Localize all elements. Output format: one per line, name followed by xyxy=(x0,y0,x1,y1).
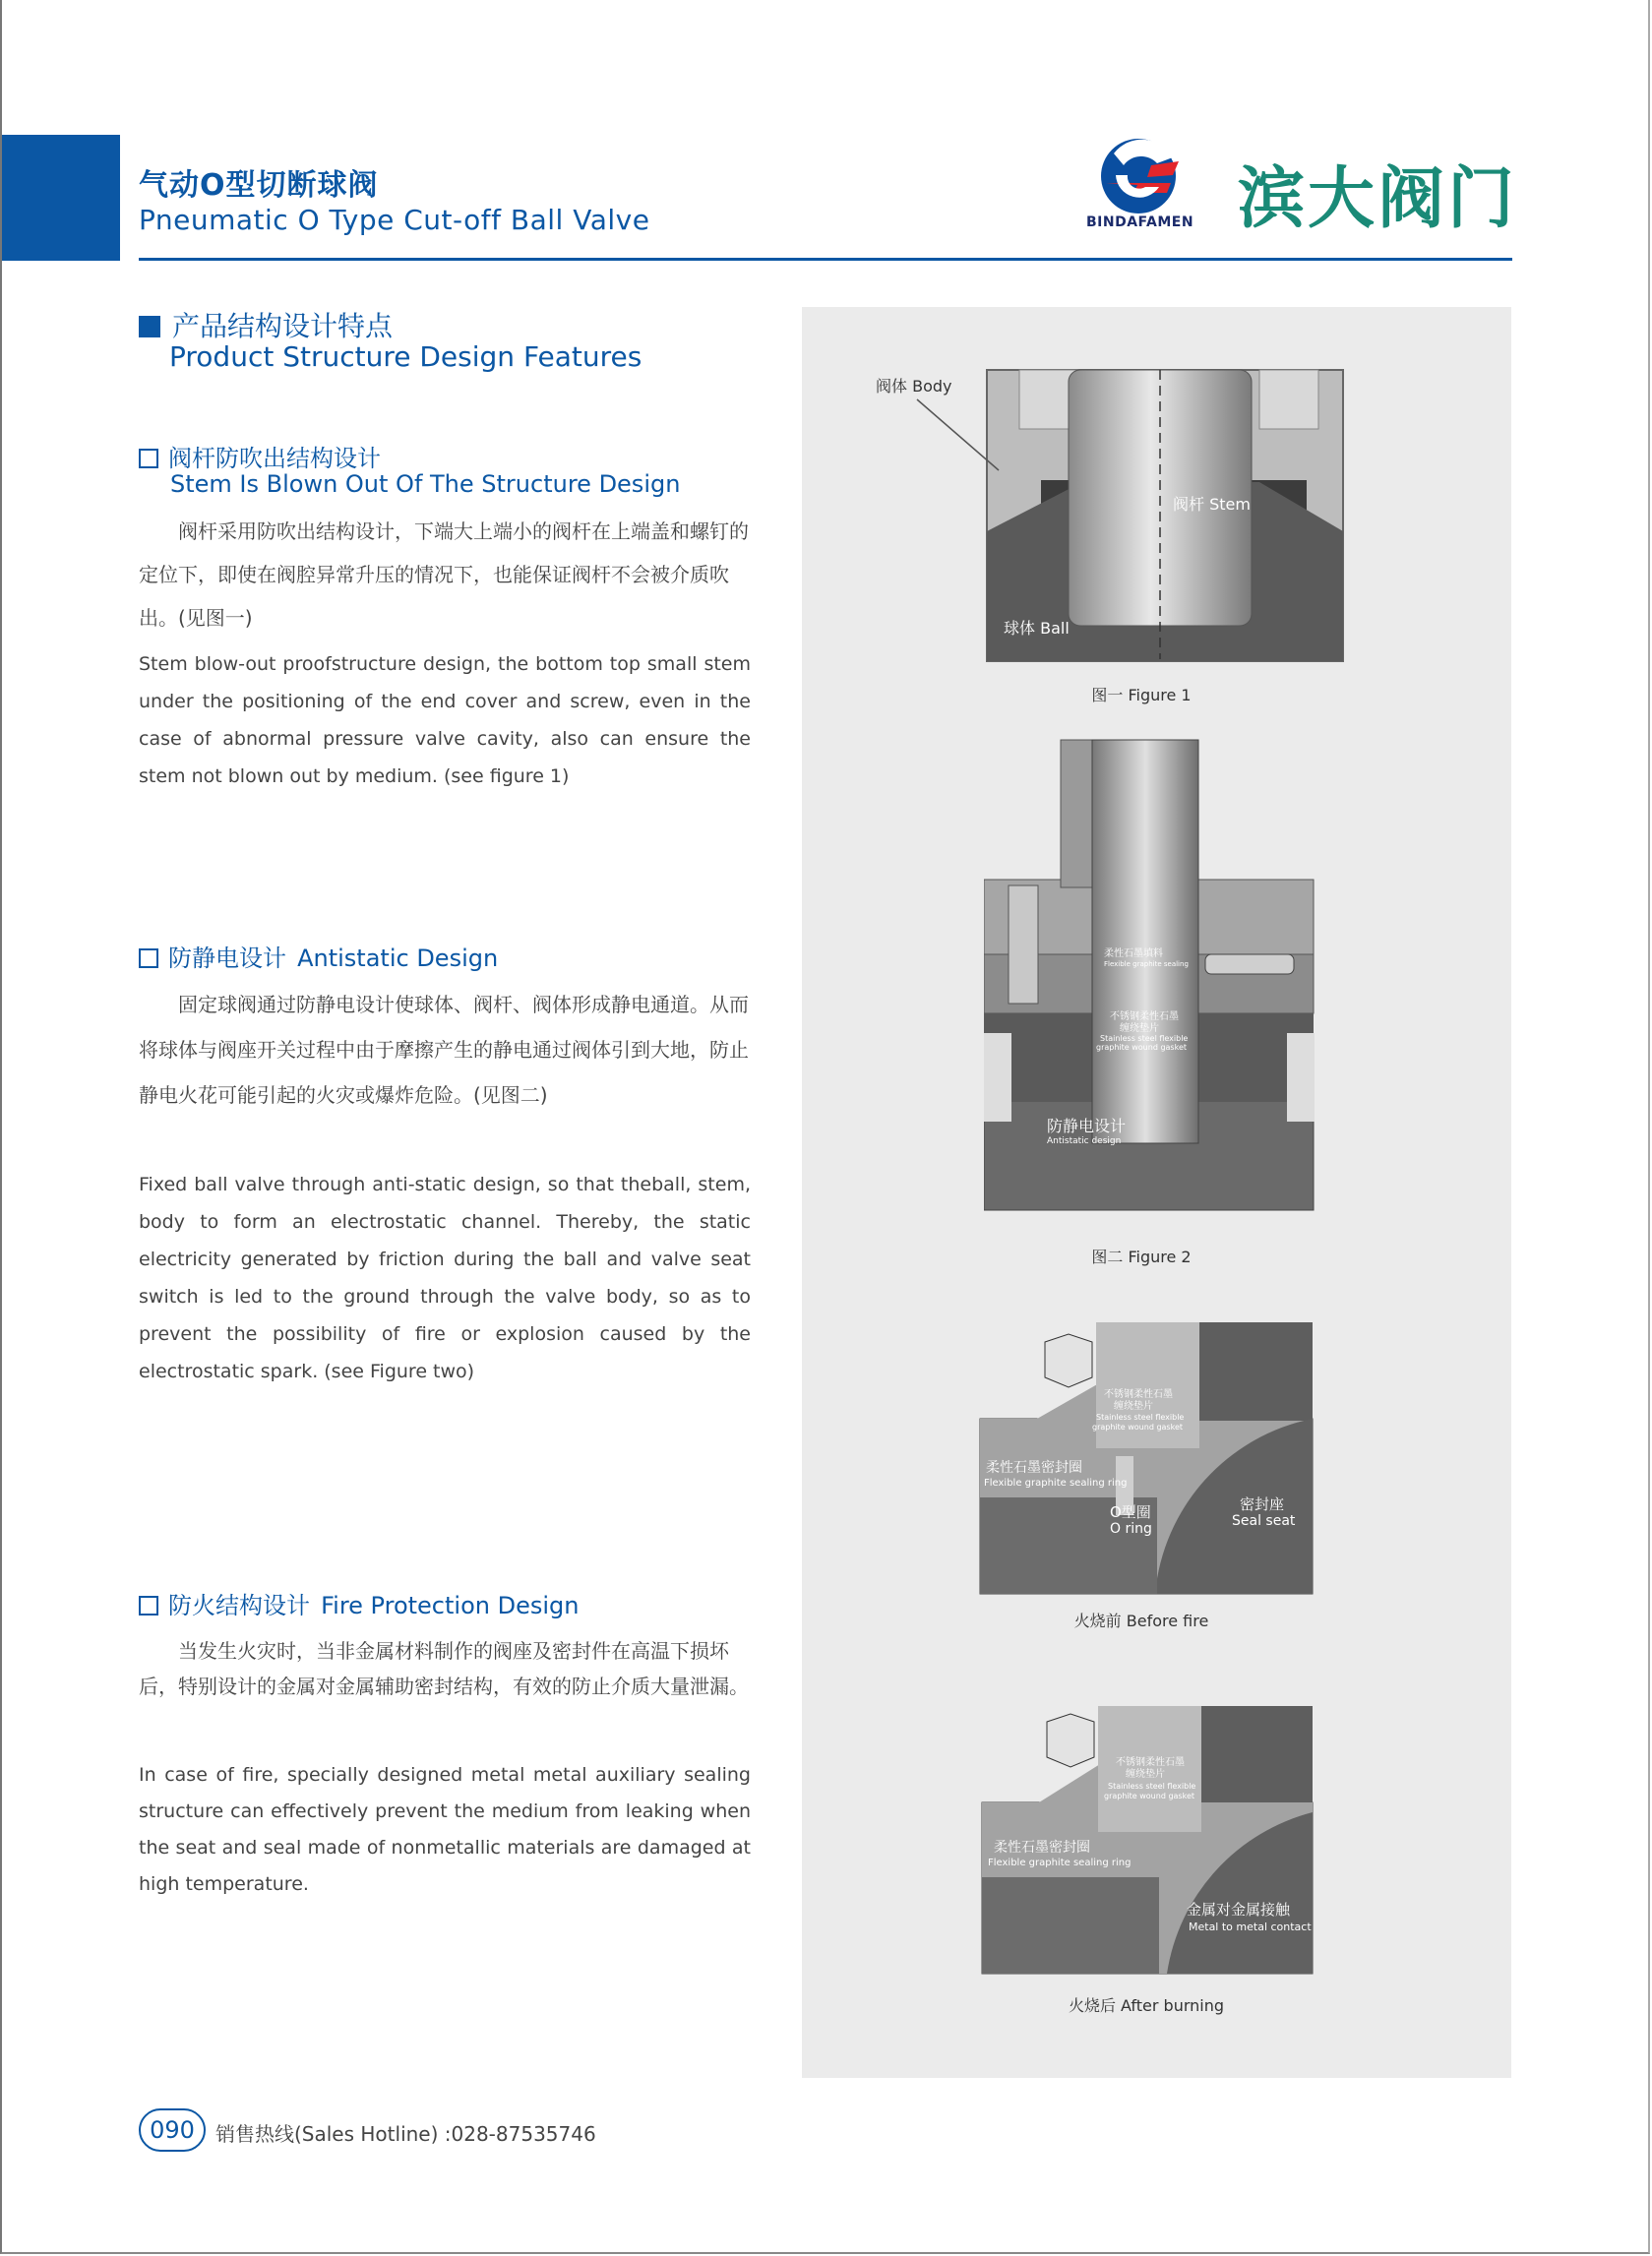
fig3-label-seat-en: Seal seat xyxy=(1232,1513,1296,1529)
checkbox-bullet-icon xyxy=(139,449,158,468)
feature-1-title-en: Stem Is Blown Out Of The Structure Design xyxy=(170,470,681,498)
fig4-label-ring-cn: 柔性石墨密封圈 xyxy=(994,1840,1090,1856)
feature-3-title xyxy=(139,1586,579,1620)
figure-4-caption: 火烧后 After burning xyxy=(1068,1996,1225,2015)
figure-1-illustration xyxy=(876,364,1348,669)
feature-3-text-en: In case of fire, specially designed metal metal auxiliary sealing structure can effectively prevent the medium from leaking when the seat and seal made of nonmetallic materials are damaged at high temperature. xyxy=(139,1764,751,1895)
brand-name-cn: 滨大阀门 xyxy=(1238,160,1518,238)
fig2-label-packing-en: Flexible graphite sealing xyxy=(1104,960,1189,968)
feature-2-text-cn: 固定球阀通过防静电设计使球体、阀杆、阀体形成静电通道。从而将球体与阀座开关过程中由于摩擦产生的静电通过阀体引到大地，防止静电火花可能引起的火灾或爆炸危险。(见图二) xyxy=(139,993,749,1107)
feature-3-title-en: Fire Protection Design xyxy=(321,1592,580,1619)
feature-2-title-en: Antistatic Design xyxy=(297,945,499,972)
label-ball: 球体 Ball xyxy=(1004,619,1070,638)
section-title-en: Product Structure Design Features xyxy=(169,340,642,373)
feature-2-text-en: Fixed ball valve through anti-static design, so that theball, stem, body to form an electrostatic channel. Thereby, the static electricity generated by friction during the ball and valve seat switch is led to the ground through the valve body, so as to prevent the possibility of fire or explosion caused by the electrostatic spark. (see Figure two) xyxy=(139,1174,751,1382)
label-body: 阀体 Body xyxy=(876,377,952,396)
header-accent-block xyxy=(0,135,120,261)
feature-2-title-cn: 防静电设计 xyxy=(139,945,286,972)
fig3-label-gasket-cn1: 不锈钢柔性石墨 xyxy=(1104,1389,1173,1400)
fig4-label-gasket-cn1: 不锈钢柔性石墨 xyxy=(1116,1757,1185,1768)
fig2-label-gasket-en2: graphite wound gasket xyxy=(1096,1043,1187,1052)
fig3-label-gasket-cn2: 缠绕垫片 xyxy=(1114,1401,1153,1412)
label-stem: 阀杆 Stem xyxy=(1173,495,1251,514)
header-divider xyxy=(139,258,1512,261)
feature-1-text-en: Stem blow-out proofstructure design, the bottom top small stem under the positioning of the end cover and screw, even in the case of abnormal pressure valve cavity, also can ensure the stem not blown out by medium. (see figure 1) xyxy=(139,653,751,787)
fig2-label-gasket-cn1: 不锈钢柔性石墨 xyxy=(1110,1011,1179,1022)
checkbox-bullet-icon xyxy=(139,948,158,968)
fig4-label-gasket-en2: graphite wound gasket xyxy=(1104,1792,1194,1800)
fig2-label-packing-cn: 柔性石墨填料 xyxy=(1104,948,1163,959)
brand-name-en: BINDAFAMEN xyxy=(1086,214,1194,230)
fig3-label-seat-cn: 密封座 xyxy=(1240,1495,1285,1513)
feature-3-text-cn: 当发生火灾时，当非金属材料制作的阀座及密封件在高温下损坏后，特别设计的金属对金属辅助密封结构，有效的防止介质大量泄漏。 xyxy=(139,1639,749,1698)
feature-1-title-cn: 阀杆防吹出结构设计 xyxy=(139,439,381,473)
figure-4-illustration xyxy=(980,1704,1315,1976)
figure-3-caption: 火烧前 Before fire xyxy=(1073,1612,1209,1630)
page-number: 090 xyxy=(150,2116,195,2144)
fig4-label-gasket-en1: Stainless steel flexible xyxy=(1108,1782,1196,1791)
section-title-cn: 产品结构设计特点 xyxy=(139,305,393,344)
square-bullet-icon xyxy=(139,316,160,337)
figure-2-caption: 图二 Figure 2 xyxy=(1091,1248,1192,1266)
fig3-label-gasket-en1: Stainless steel flexible xyxy=(1096,1413,1185,1422)
fig2-label-antistatic-en: Antistatic design xyxy=(1047,1136,1122,1146)
checkbox-bullet-icon xyxy=(139,1596,158,1616)
sales-hotline: 销售热线(Sales Hotline) :028-87535746 xyxy=(215,2122,596,2146)
fig2-label-gasket-cn2: 缠绕垫片 xyxy=(1120,1023,1159,1034)
fig3-label-gasket-en2: graphite wound gasket xyxy=(1092,1423,1183,1432)
fig3-label-oring-en: O ring xyxy=(1110,1521,1152,1537)
feature-3-title-cn: 防火结构设计 xyxy=(139,1592,310,1619)
figure-1-caption: 图一 Figure 1 xyxy=(1091,686,1192,704)
feature-1-text-cn: 阀杆采用防吹出结构设计，下端大上端小的阀杆在上端盖和螺钉的定位下，即使在阀腔异常升压的情况下，也能保证阀杆不会被介质吹出。(见图一) xyxy=(139,519,749,630)
page-title-cn: 气动O型切断球阀 xyxy=(139,168,379,203)
fig3-label-oring-cn: O型圈 xyxy=(1110,1503,1151,1521)
brand-logo-icon xyxy=(1094,136,1183,216)
figure-2-illustration xyxy=(984,738,1318,1230)
fig4-label-ring-en: Flexible graphite sealing ring xyxy=(988,1858,1132,1868)
fig2-label-antistatic-cn: 防静电设计 xyxy=(1047,1117,1127,1135)
fig4-label-metal-en: Metal to metal contact xyxy=(1189,1921,1312,1933)
fig2-label-gasket-en1: Stainless steel flexible xyxy=(1100,1034,1189,1043)
fig3-label-ring-en: Flexible graphite sealing ring xyxy=(984,1478,1128,1489)
feature-2-title xyxy=(139,939,498,973)
page-title-en: Pneumatic O Type Cut-off Ball Valve xyxy=(139,204,650,236)
fig3-label-ring-cn: 柔性石墨密封圈 xyxy=(986,1460,1082,1476)
figure-3-illustration xyxy=(978,1320,1315,1596)
fig4-label-gasket-cn2: 缠绕垫片 xyxy=(1126,1769,1165,1780)
page-number-badge xyxy=(139,2108,206,2152)
fig4-label-metal-cn: 金属对金属接触 xyxy=(1187,1901,1291,1919)
